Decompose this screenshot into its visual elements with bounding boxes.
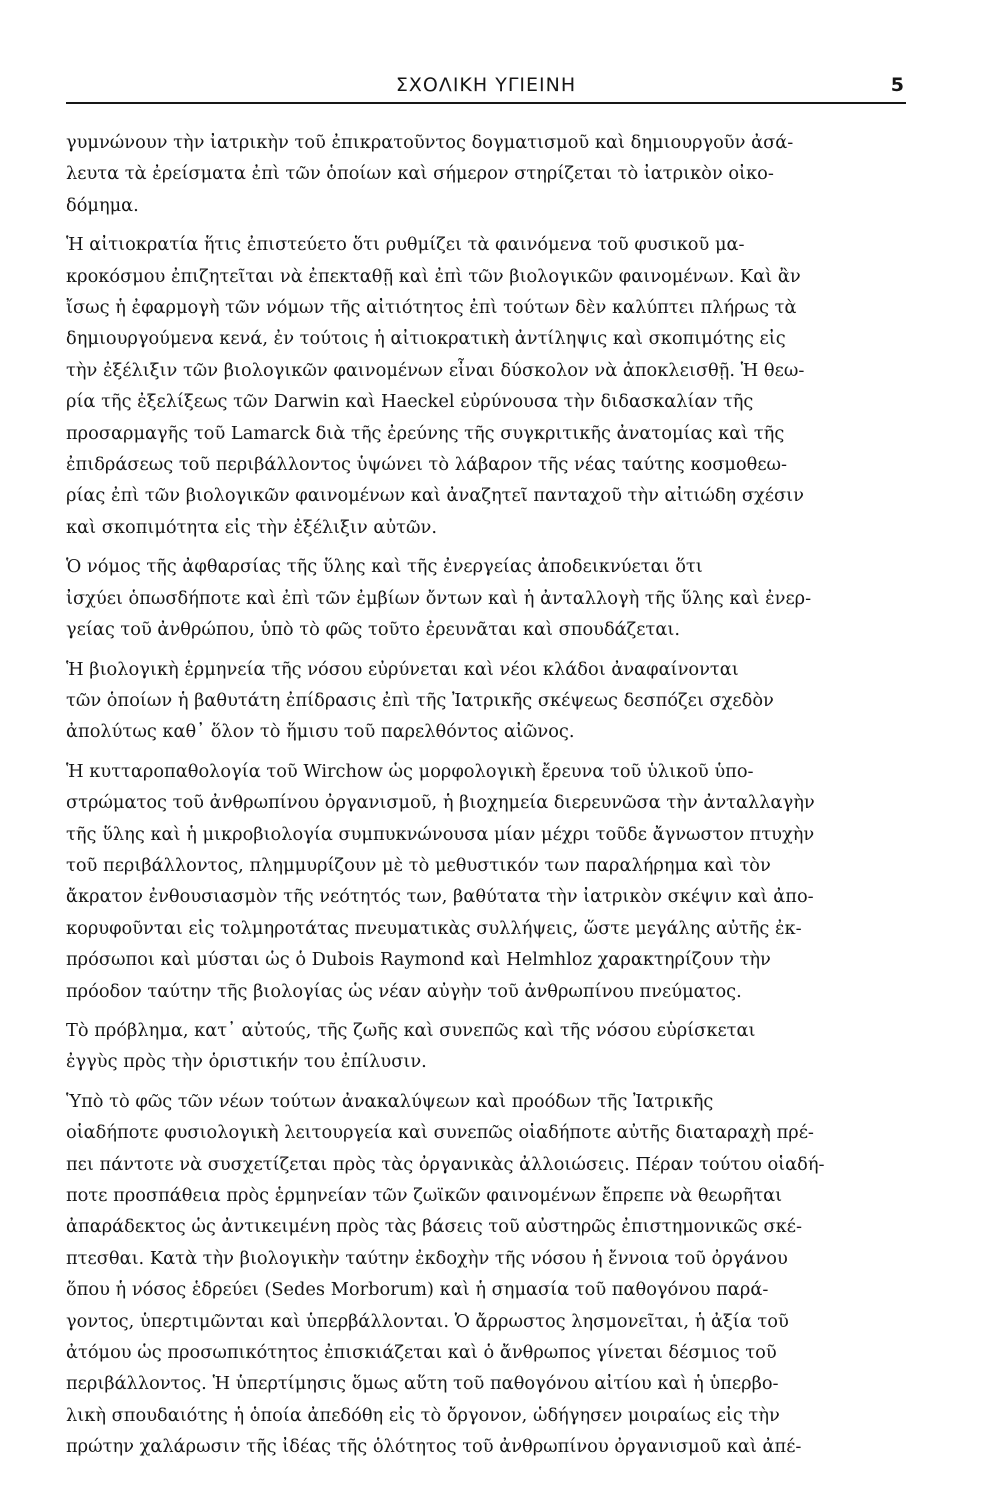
text-line: περιβάλλοντος. Ἡ ὑπερτίμησις ὅμως αὕτη τοῦ παθογόνου αἰτίου καὶ ἡ ὑπερβο- xyxy=(66,1373,779,1395)
text-line: κροκόσμου ἐπιζητεῖται νὰ ἐπεκταθῇ καὶ ἐπὶ τῶν βιολογικῶν φαινομένων. Καὶ ἂν xyxy=(66,265,801,287)
text-line: Ἡ αἰτιοκρατία ἥτις ἐπιστεύετο ὅτι ρυθμίζει τὰ φαινόμενα τοῦ φυσικοῦ μα- xyxy=(66,234,745,256)
text-line: δημιουργούμενα κενά, ἐν τούτοις ἡ αἰτιοκρατικὴ ἀντίληψις καὶ σκοπιμότης εἰς xyxy=(66,328,786,350)
text-line: πρόοδον ταύτην τῆς βιολογίας ὡς νέαν αὐγὴν τοῦ ἀνθρωπίνου πνεύματος. xyxy=(66,980,742,1002)
text-line: ὅπου ἡ νόσος ἑδρεύει (Sedes Morborum) καὶ ἡ σημασία τοῦ παθογόνου παρά- xyxy=(66,1279,769,1301)
text-line: ἐγγὺς πρὸς τὴν ὁριστικήν του ἐπίλυσιν. xyxy=(66,1051,427,1073)
text-line: λικὴ σπουδαιότης ἡ ὁποία ἀπεδόθη εἰς τὸ ὄργονον, ὡδήγησεν μοιραίως εἰς τὴν xyxy=(66,1404,780,1426)
text-line: Ἡ βιολογικὴ ἑρμηνεία τῆς νόσου εὐρύνεται καὶ νέοι κλάδοι ἀναφαίνονται xyxy=(66,658,739,680)
text-line: Τὸ πρόβλημα, κατ᾿ αὐτούς, τῆς ζωῆς καὶ συνεπῶς καὶ τῆς νόσου εὑρίσκεται xyxy=(66,1019,756,1041)
running-title: ΣΧΟΛΙΚΗ ΥΓΙΕΙΝΗ xyxy=(395,74,577,96)
paragraph xyxy=(66,229,906,543)
text-line: ἀπολύτως καθ᾿ ὅλον τὸ ἥμισυ τοῦ παρελθόντος αἰῶνος. xyxy=(66,721,575,743)
text-line: ἰσχύει ὁπωσδήποτε καὶ ἐπὶ τῶν ἐμβίων ὄντων καὶ ἡ ἀνταλλογὴ τῆς ὕλης καὶ ἐνερ- xyxy=(66,587,812,609)
paragraph xyxy=(66,756,906,1007)
text-line: πτεσθαι. Κατὰ τὴν βιολογικὴν ταύτην ἐκδοχὴν τῆς νόσου ἡ ἔννοια τοῦ ὀργάνου xyxy=(66,1247,788,1269)
text-line: Ἡ κυτταροπαθολογία τοῦ Wirchow ὡς μορφολογικὴ ἔρευνα τοῦ ὑλικοῦ ὑπο- xyxy=(66,760,754,782)
page-header xyxy=(66,70,906,104)
text-line: δόμημα. xyxy=(66,194,139,216)
text-line: τοῦ περιβάλλοντος, πλημμυρίζουν μὲ τὸ μεθυστικόν των παραλήρημα καὶ τὸν xyxy=(66,854,771,876)
text-line: γείας τοῦ ἀνθρώπου, ὑπὸ τὸ φῶς τοῦτο ἐρευνᾶται καὶ σπουδάζεται. xyxy=(66,619,680,641)
text-line: πρώτην χαλάρωσιν τῆς ἰδέας τῆς ὁλότητος τοῦ ἀνθρωπίνου ὀργανισμοῦ καὶ ἀπέ- xyxy=(66,1436,802,1458)
text-line: ρίας ἐπὶ τῶν βιολογικῶν φαινομένων καὶ ἀναζητεῖ πανταχοῦ τὴν αἰτιώδη σχέσιν xyxy=(66,485,804,507)
text-line: ἴσως ἡ ἐφαρμογὴ τῶν νόμων τῆς αἰτιότητος ἐπὶ τούτων δὲν καλύπτει πλήρως τὰ xyxy=(66,297,797,319)
text-line: ἀπαράδεκτος ὡς ἀντικειμένη πρὸς τὰς βάσεις τοῦ αὐστηρῶς ἐπιστημονικῶς σκέ- xyxy=(66,1216,802,1238)
text-line: γοντος, ὑπερτιμῶνται καὶ ὑπερβάλλονται. Ὁ ἄρρωστος λησμονεῖται, ἡ ἀξία τοῦ xyxy=(66,1310,789,1332)
text-line: καὶ σκοπιμότητα εἰς τὴν ἐξέλιξιν αὐτῶν. xyxy=(66,516,437,538)
paragraph xyxy=(66,127,906,221)
paragraph xyxy=(66,1015,906,1078)
text-line: ἀτόμου ὡς προσωπικότητος ἐπισκιάζεται καὶ ὁ ἄνθρωπος γίνεται δέσμιος τοῦ xyxy=(66,1342,777,1364)
paragraph xyxy=(66,1086,906,1463)
text-line: προσαρμαγῆς τοῦ Lamarck διὰ τῆς ἐρεύνης τῆς συγκριτικῆς ἀνατομίας καὶ τῆς xyxy=(66,422,785,444)
text-line: οἱαδήποτε φυσιολογικὴ λειτουργεία καὶ συνεπῶς οἱαδήποτε αὐτῆς διαταραχὴ πρέ- xyxy=(66,1122,814,1144)
text-line: γυμνώνουν τὴν ἰατρικὴν τοῦ ἐπικρατοῦντος δογματισμοῦ καὶ δημιουργοῦν ἀσά- xyxy=(66,132,794,153)
text-line: πει πάντοτε νὰ συσχετίζεται πρὸς τὰς ὀργανικὰς ἀλλοιώσεις. Πέραν τούτου οἱαδή- xyxy=(66,1153,825,1175)
text-line: ἐπιδράσεως τοῦ περιβάλλοντος ὑψώνει τὸ λάβαρον τῆς νέας ταύτης κοσμοθεω- xyxy=(66,454,788,476)
header-divider xyxy=(66,102,906,104)
text-line: Ὁ νόμος τῆς ἀφθαρσίας τῆς ὕλης καὶ τῆς ἐνεργείας ἀποδεικνύεται ὅτι xyxy=(66,556,703,578)
paragraph xyxy=(66,551,906,645)
paragraph xyxy=(66,654,906,748)
text-line: λευτα τὰ ἐρείσματα ἐπὶ τῶν ὁποίων καὶ σήμερον στηρίζεται τὸ ἰατρικὸν οἰκο- xyxy=(66,163,774,185)
text-line: τῆς ὕλης καὶ ἡ μικροβιολογία συμπυκνώνουσα μίαν μέχρι τοῦδε ἄγνωστον πτυχὴν xyxy=(66,823,815,845)
text-line: στρώματος τοῦ ἀνθρωπίνου ὀργανισμοῦ, ἡ βιοχημεία διερευνῶσα τὴν ἀνταλλαγὴν xyxy=(66,792,815,814)
text-line: κορυφοῦνται εἰς τολμηροτάτας πνευματικὰς συλλήψεις, ὥστε μεγάλης αὐτῆς ἐκ- xyxy=(66,917,802,939)
text-line: πρόσωποι καὶ μύσται ὡς ὁ Dubois Raymond καὶ Helmhloz χαρακτηρίζουν τὴν xyxy=(66,949,771,971)
text-line: ἄκρατον ἐνθουσιασμὸν τῆς νεότητός των, βαθύτατα τὴν ἰατρικὸν σκέψιν καὶ ἀπο- xyxy=(66,886,814,908)
text-line: τὴν ἐξέλιξιν τῶν βιολογικῶν φαινομένων εἶναι δύσκολον νὰ ἀποκλεισθῇ. Ἡ θεω- xyxy=(66,359,805,381)
text-line: Ὑπὸ τὸ φῶς τῶν νέων τούτων ἀνακαλύψεων καὶ προόδων τῆς Ἰατρικῆς xyxy=(66,1090,714,1112)
body-text xyxy=(66,127,906,1463)
text-line: ρία τῆς ἐξελίξεως τῶν Darwin καὶ Haeckel εὐρύνουσα τὴν διδασκαλίαν τῆς xyxy=(66,391,754,413)
text-line: ποτε προσπάθεια πρὸς ἑρμηνείαν τῶν ζωϊκῶν φαινομένων ἔπρεπε νὰ θεωρῆται xyxy=(66,1185,783,1206)
text-line: τῶν ὁποίων ἡ βαθυτάτη ἐπίδρασις ἐπὶ τῆς Ἰατρικῆς σκέψεως δεσπόζει σχεδὸν xyxy=(66,689,774,711)
page-number: 5 xyxy=(890,74,904,96)
